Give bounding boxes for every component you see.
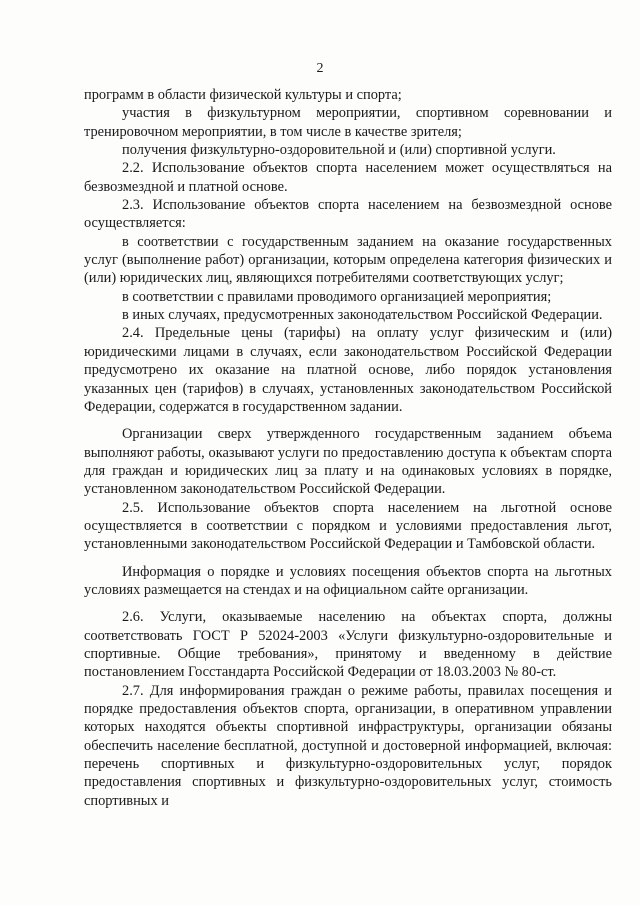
document-body [84, 86, 612, 810]
paragraph-8: в иных случаях, предусмотренных законодательством Российской Федерации. [122, 307, 603, 324]
paragraph-3: получения физкультурно-оздоровительной и (или) спортивной услуги. [122, 142, 556, 159]
paragraph-9: 2.4. Предельные цены (тарифы) на оплату услуг физическим и (или) юридическими лицами в случаях, если законодательством Российской Федерации предусмотрено их оказание на платной основе, либо порядок установления указанных цен (тарифов) в случаях, установленных законодательством Российской Федерации, содержатся в государственном задании. [84, 325, 612, 415]
paragraph-11: 2.5. Использование объектов спорта населением на льготной основе осуществляется в соответствии с порядком и условиями предоставления льгот, установленными законодательством Российской Федерации и Тамбовской области. [84, 499, 612, 553]
paragraph-2: участия в физкультурном мероприятии, спортивном соревновании и тренировочном мероприятии, в том числе в качестве зрителя; [84, 105, 612, 140]
paragraph-14: 2.7. Для информирования граждан о режиме работы, правилах посещения и порядке предоставления объектов спорта, организации, в оперативном управлении которых находятся объекты спортивной инфраструктуры, организации обязаны обеспечить население бесплатной, доступной и достоверной информацией, включая: перечень спортивных и физкультурно-оздоровительных услуг, порядок предоставления спортивных и физкультурно-оздоровительных услуг, стоимость спортивных и [84, 682, 612, 809]
paragraph-12: Информация о порядке и условиях посещения объектов спорта на льготных условиях размещается на стендах и на официальном сайте организации. [84, 563, 612, 598]
paragraph-1: программ в области физической культуры и спорта; [84, 87, 402, 103]
paragraph-6: в соответствии с государственным заданием на оказание государственных услуг (выполнение работ) организации, которым определена категория физических и (или) юридических лиц, являющихся потребителями соответствующих услуг; [84, 233, 612, 287]
paragraph-5: 2.3. Использование объектов спорта населением на безвозмездной основе осуществляется: [84, 197, 612, 232]
paragraph-4: 2.2. Использование объектов спорта населением может осуществляться на безвозмездной и платной основе. [84, 160, 612, 195]
paragraph-13: 2.6. Услуги, оказываемые населению на объектах спорта, должны соответствовать ГОСТ Р 52024-2003 «Услуги физкультурно-оздоровительные и спортивные. Общие требования», принятому и введенному в действие постановлением Госстандарта Российской Федерации от 18.03.2003 № 80-ст. [84, 609, 612, 681]
page-number: 2 [316, 61, 324, 76]
paragraph-10: Организации сверх утвержденного государственным заданием объема выполняют работы, оказывают услуги по предоставлению доступа к объектам спорта для граждан и юридических лиц за плату и на одинаковых условиях в порядке, установленном законодательством Российской Федерации. [84, 426, 612, 498]
paragraph-7: в соответствии с правилами проводимого организацией мероприятия; [122, 288, 552, 305]
